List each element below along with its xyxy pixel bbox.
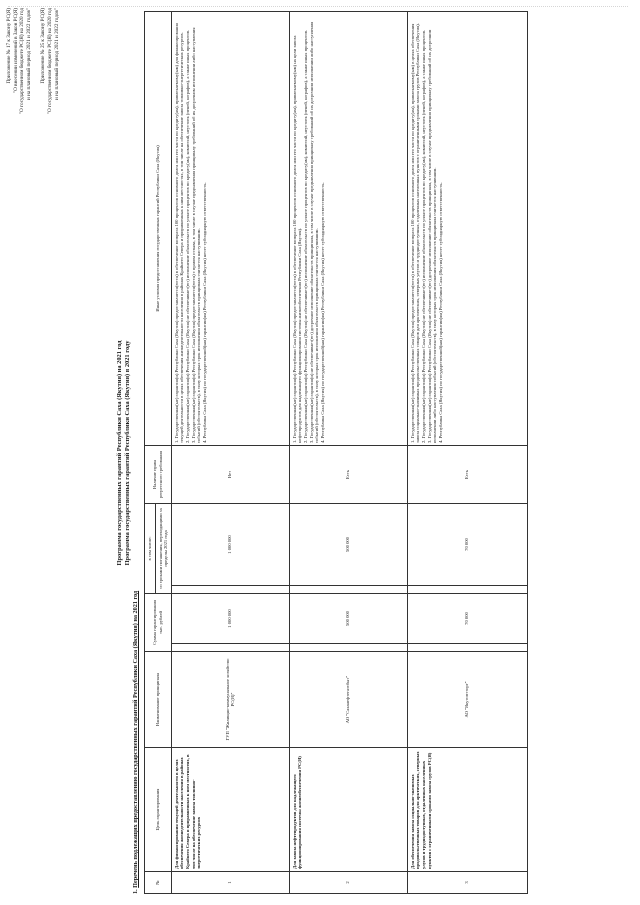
row-num: 3: [407, 872, 527, 894]
row-regress: Нет: [171, 445, 289, 503]
row-num: 2: [289, 872, 407, 894]
row-regress: Есть: [407, 445, 527, 503]
table-row: [407, 11, 527, 893]
condition-item: 1. Государственная(ые) гарантия(и) Республики Саха (Якутия) предоставляется(ются) в обеспечение возврата 100 процентов основного долга или его части по кредиту(ам), привлекаемому(ым) в целях обеспечения завоза социально-значимых продовольственных товаров для арктических, северных улусов и труднодоступных, отдаленных населенных пунктов с ограниченными сроками завоза грузов Республики Саха (Якутия).: [409, 23, 421, 443]
row-period-marker: [289, 586, 407, 594]
section-title: Перечень подлежащих предоставлению государственных гарантий Республики Саха (Якутия) на 2021 год: [132, 590, 139, 888]
rotated-sheet: [6, 8, 634, 898]
header-period: со сроками погашения, переходящими за пределы 2021 года: [155, 503, 171, 593]
condition-item: 4. Республика Саха (Якутия) по государственной(ым) гарантии(ям) Республики Саха (Якутия) несет субсидиарную ответственность.: [437, 182, 443, 443]
row-goal: Для завоза нефтепродуктов для надлежащего функционирования системы жизнеобеспечения РС(Я): [289, 748, 407, 872]
row-period-marker: [171, 586, 289, 594]
row-goal: Для обеспечения завоза социально-значимых продовольственных товаров для арктических, северных улусов и труднодоступных, отдаленных населенных пунктов с ограниченными сроками завоза грузов РС(Я): [407, 748, 527, 872]
header-regress: Наличие права регрессного требования: [145, 445, 172, 503]
row-goal: Для финансирования текущей деятельности в целях обеспечения жизнедеятельности населения в районах Крайнего Севера и приравненных к ним местностях, в том числе на обеспечение завоза топливно-энергетических ресурсов: [171, 748, 289, 872]
condition-item: 2. Государственная(ые) гарантия(и) Республики Саха (Якутия) не обеспечивает(ют) исполнение обязательств по уплате процентов по кредиту(ам), комиссий, неустоек (пеней, штрафов), а также иных процентов.: [184, 29, 190, 443]
condition-item: 4. Республика Саха (Якутия) по государственной(ым) гарантии(ям) Республики Саха (Якутия) несет субсидиарную ответственность.: [201, 182, 207, 443]
header-conditions: Иные условия предоставления государственных гарантий Республики Саха (Якутия): [145, 11, 172, 445]
row-num: 1: [171, 872, 289, 894]
row-period-marker: [407, 586, 527, 594]
row-sum-marker: [407, 644, 527, 652]
header-num: №: [145, 872, 172, 894]
table-header-row: [145, 11, 156, 893]
row-regress: Есть: [289, 445, 407, 503]
row-principal: АО "Саханефтегазсбыт": [289, 652, 407, 748]
appendix-line: и на плановый период 2021 и 2022 годов": [25, 8, 32, 100]
appendix-line: Приложение № 17 к Закону РС(Я): [6, 8, 12, 84]
header-principal: Наименование принципала: [145, 652, 172, 748]
row-conditions: [289, 11, 407, 445]
title-line: Программа государственных гарантий Республики Саха (Якутия) на 2021 год: [116, 340, 123, 566]
appendix-line: "О государственном бюджете РС(Я) на 2020 год: [19, 8, 26, 115]
table-row: [171, 11, 289, 893]
row-sum: 70 000: [407, 594, 527, 644]
section-number: 1.: [132, 889, 139, 894]
condition-item: 3. Государственная(ые) гарантия(и) Республики Саха (Якутия) не обеспечивает(ют) досрочное исполнение обязательств принципала, в том числе в случае предъявления принципалу требований об их досрочном исполнении либо наступления событий (обстоятельств), в силу которых срок исполнения обязательств принципала считается наступившим.: [426, 29, 438, 443]
appendix-line: "О внесении изменений в Закон РС(Я): [12, 8, 19, 94]
appendix-line: и на плановый период 2021 и 2022 годов": [53, 8, 60, 100]
row-principal: ГУП "Жилищно-коммунальное хозяйство РС(Я)": [171, 652, 289, 748]
row-sum: 500 000: [289, 594, 407, 644]
condition-item: 2. Государственная(ые) гарантия(и) Республики Саха (Якутия) не обеспечивает(ют) исполнение обязательств по уплате процентов по кредиту(ам), комиссий, неустоек (пеней, штрафов), а также иных процентов.: [302, 29, 308, 443]
row-period: 500 000: [289, 503, 407, 585]
row-sum-marker: [289, 644, 407, 652]
appendix-line: "О государственном бюджете РС(Я) на 2020 год: [46, 8, 53, 115]
row-sum: 1 000 000: [171, 594, 289, 644]
condition-item: 2. Государственная(ые) гарантия(и) Республики Саха (Якутия) не обеспечивает(ют) исполнение обязательств по уплате процентов по кредиту(ам), комиссий, неустоек (пеней, штрафов), а также иных процентов.: [420, 29, 426, 443]
row-conditions: [407, 11, 527, 445]
guarantees-table: [144, 11, 528, 894]
row-period: 70 000: [407, 503, 527, 585]
title-line: Программа государственных гарантий Республики Саха (Якутия) в 2021 году: [124, 340, 131, 566]
header-sum: Сумма гарантирования тыс. рублей: [145, 594, 172, 652]
row-principal: АО "Якутоптторг": [407, 652, 527, 748]
condition-item: 3. Государственная(ые) гарантия(и) не обеспечивает(ют) досрочное исполнение обязательств принципала, в том числе в случае предъявления принципалу требований об их досрочном исполнении либо наступления событий (обстоятельств), в силу которых срок исполнения обязательств принципала считается наступившим.: [308, 21, 320, 443]
header-goal: Цель гарантирования: [145, 748, 172, 872]
appendix-notes: [6, 8, 60, 388]
document-title: [116, 8, 132, 898]
condition-item: 3. Государственная(ые) гарантия(и) Республики Саха (Якутия) предоставляется(ются) с правом отзыва, в том числе в случае предъявления принципалу требований об их досрочном исполнении либо наступления событий (обстоятельств), в силу которых срок исполнения обязательств принципала считается наступившим.: [190, 27, 202, 443]
row-conditions: [171, 11, 289, 445]
appendix-line: Приложение № 25 к Закону РС(Я): [40, 8, 47, 84]
table-row: [289, 11, 407, 893]
section-heading: [132, 591, 140, 894]
condition-item: 1. Государственная(ые) гарантия(и) Республики Саха (Якутия) предоставляется(ются) в обеспечение возврата 100 процентов основного долга или его части по кредиту(ам), привлекаемому(ым) на цели завоза нефтепродуктов для надлежащего функционирования системы жизнеобеспечения Республики Саха (Якутия).: [291, 35, 303, 443]
header-incl: в том числе:: [145, 503, 156, 593]
condition-item: 4. Республика Саха (Якутия) по государственной(ым) гарантии(ям) Республики Саха (Якутия) несет субсидиарную ответственность.: [319, 182, 325, 443]
condition-item: 1. Государственная(ые) гарантия(и) Республики Саха (Якутия) предоставляется(ются) в обеспечение возврата 100 процентов основного долга или его части по кредиту(ам), привлекаемому(ым) для финансирования текущей деятельности в целях обеспечения жизнедеятельности населения в районах Крайнего Севера и приравненных к ним местностях, в том числе на обеспечение завоза топливно-энергетических ресурсов.: [173, 23, 185, 443]
row-period: 1 000 000: [171, 503, 289, 585]
row-sum-marker: [171, 644, 289, 652]
